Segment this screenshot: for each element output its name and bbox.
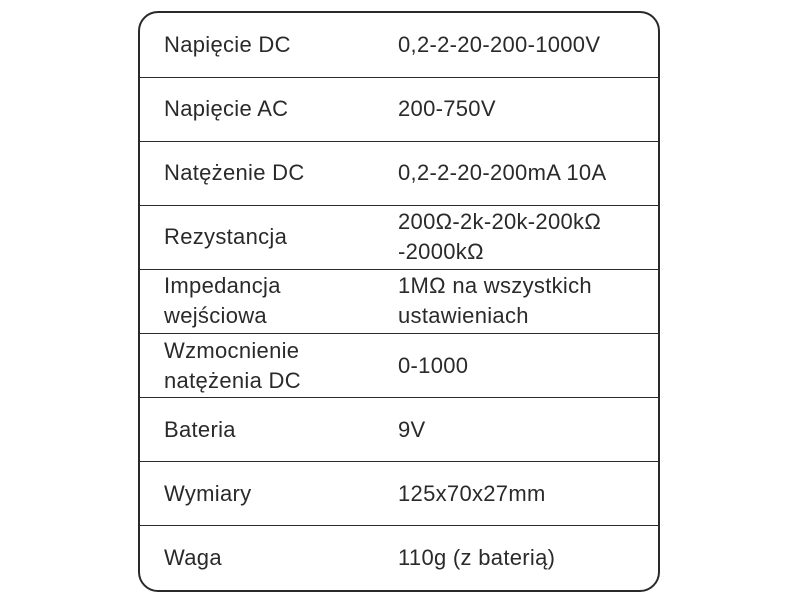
spec-label: Napięcie AC: [140, 77, 398, 141]
spec-row-impedancja: [140, 269, 658, 333]
spec-value: 0,2-2-20-200-1000V: [398, 31, 601, 57]
spec-row-natezenie-dc: [140, 141, 658, 205]
spec-row-napiecie-ac: [140, 77, 658, 141]
spec-value: 200Ω-2k-20k-200kΩ -2000kΩ: [398, 205, 658, 269]
spec-value: 125x70x27mm: [398, 462, 658, 526]
spec-table: [140, 13, 658, 590]
spec-value: 9V: [398, 398, 658, 462]
spec-label: Waga: [140, 526, 398, 590]
spec-label: Rezystancja: [140, 205, 398, 269]
spec-value: 1MΩ na wszystkich ustawieniach: [398, 269, 658, 333]
spec-value: 0,2-2-20-200mA 10A: [398, 141, 658, 205]
spec-label: Wzmocnienie natężenia DC: [140, 334, 398, 398]
spec-row-wymiary: [140, 462, 658, 526]
spec-row-napiecie-dc: [140, 13, 658, 77]
spec-label: Impedancja wejściowa: [140, 269, 398, 333]
spec-row-wzmocnienie: [140, 334, 658, 398]
spec-row-waga: [140, 526, 658, 590]
spec-card: [138, 11, 660, 592]
spec-row-rezystancja: [140, 205, 658, 269]
spec-label: Napięcie DC: [164, 31, 291, 57]
spec-value: 200-750V: [398, 77, 658, 141]
spec-label: Wymiary: [140, 462, 398, 526]
spec-value: 0-1000: [398, 334, 658, 398]
spec-row-bateria: [140, 398, 658, 462]
spec-label: Natężenie DC: [140, 141, 398, 205]
spec-label: Bateria: [140, 398, 398, 462]
spec-value: 110g (z baterią): [398, 526, 658, 590]
